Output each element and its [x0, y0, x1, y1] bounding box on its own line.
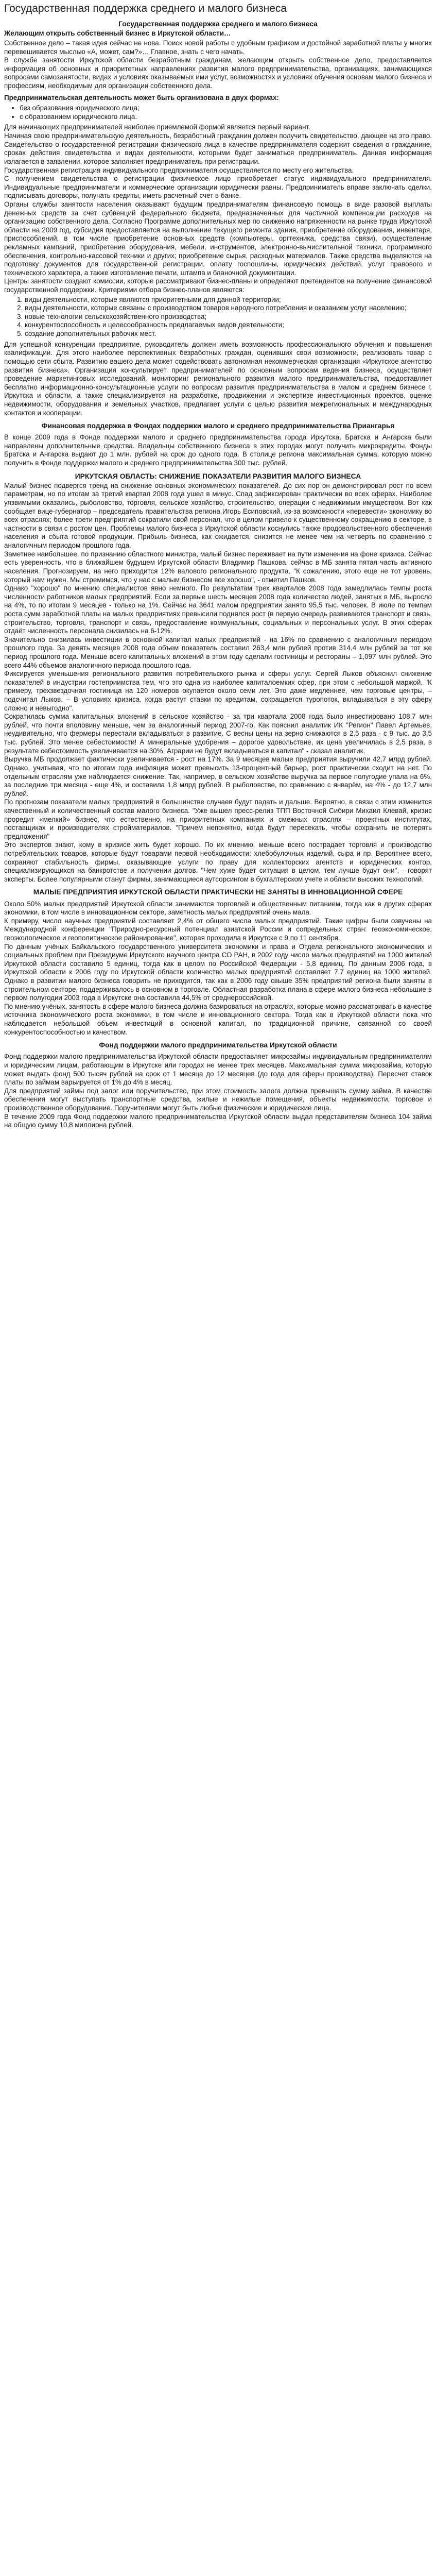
section-heading-innovation: МАЛЫЕ ПРЕДПРИЯТИЯ ИРКУТСКОЙ ОБЛАСТИ ПРАКТИЧЕСКИ НЕ ЗАНЯТЫ В ИННОВАЦИОННОЙ СФЕРЕ: [33, 888, 403, 896]
paragraph: Значительно снизилась инвестиции в основной капитал малых предприятий - на 16% по сравнению с аналогичным периодом прошлого года. За девять месяцев 2008 года объем показатель составил 263,4 млн рублей против 314,4 млн рублей за тот же период прошлого года. Меньше всего капитальных вложений в этом году сделали гостиницы и рестораны – 1,097 млн рублей. Это всего 44% объемов аналогичного периода прошлого года.: [4, 635, 432, 669]
paragraph: Для начинающих предпринимателей наиболее приемлемой формой является первый вариант.: [4, 123, 310, 131]
paragraph: Фонд поддержки малого предпринимательства Иркутской области предоставляет микрозаймы индивидуальным предпринимателям и юридическим лицам, работающим в Иркутске или городах не менее трех месяцев. Максимальная сумма микрозайма, которую может выдать фонд 500 тысяч рублей на срок от 1 месяца до 12 месяцев (до года для сферы производства). Пересчет ставок платы по займам варьируется от 1% до 4% в месяц.: [4, 1053, 432, 1087]
page-title: Государственная поддержка среднего и малого бизнеса: [4, 3, 287, 14]
document-page: [0, 0, 436, 1136]
paragraph: Малый бизнес подвергся тренд на снижение основных экономических показателей. До сих пор он демонстрировал рост по всем параметрам, но по итогам за третий квартал 2008 года ушел в минус. Спад зафиксирован практически во всех сферах. Наиболее уязвимыми оказались, рыболовство, торговля, сельское хозяйство, строительство, операции с недвижимым имуществом. Вот как сообщает вице-губернатор – председатель правительства региона Игорь Есиповский, из-за возможности «перевести» экономику во всех отраслях; более трети предприятий сократили свой персонал, что в целом привело к существенному сокращению в секторе, в частности в связи с ростом цен. Проблемы малого бизнеса в Иркутской области коснулись также продовольственного обеспечения населения и сбыта готовой продукции. Прибыль бизнеса, как ожидается, снизится не менее чем на четверть по сравнению с аналогичным периодом прошлого года.: [4, 481, 432, 550]
list-item: • с образованием юридического лица.: [20, 113, 432, 122]
forms-heading: Предпринимательская деятельность может быть организована в двух формах:: [4, 93, 279, 101]
paragraph: По данным учёных Байкальского государственного университета экономики и права и Отдела регионального экономических и социальных проблем при Президиуме Иркутского научного центра СО РАН, в 2002 году число малых предприятий на 1000 жителей Иркутской области составило 5 единиц, тогда как в целом по Российской Федерации - 5,8 единиц. По данным 2006 года, в Иркутской области к 2006 году по Иркутской области количество малых предприятий составляет 7,7 единиц на 1000 жителей. Однако в развитии малого бизнеса говорить не приходится, так как в 2006 году свыше 35% предприятий региона были заняты в строительном секторе, поддерживалось в основном в торговле. Областная разработка плана в сфере малого бизнеса небольшие в первом полугодии 2003 года в Иркутске она составила 44,5% от среднероссийской.: [4, 942, 432, 1002]
paragraph: Сократилась сумма капитальных вложений в сельское хозяйство - за три квартала 2008 года было инвестировано 108,7 млн рублей, что почти вполовину меньше, чем за аналогичный период 2007-го. Как пояснил аналитик ИК "Регион" Павел Артемьев, неудивительно, что фермеры перестали вкладываться в развитие. С весны цены на зерно снижаются в 2,5 раза - с 9 тыс. до 3,5 тыс. рублей. Это менее себестоимости! А минеральные удобрения – дорогое удовольствие, их цена увеличилась в 2,5 раза, в результате себестоимость увеличивается на 30%. Аграрии не будут вкладываться в капитал" - сказал аналитик.: [4, 713, 432, 755]
paragraph: В службе занятости Иркутской области безработным гражданам, желающим открыть собственное дело, предоставляется информация об основных и приоритетных направлениях развития малого предпринимательства, организациях, занимающихся вопросами самозанятости, видах и условиях оказываемых ими услуг, возможностях и условиях обучения основам малого бизнеса и профессиям, необходимым для организации собственного дела.: [4, 56, 432, 90]
list-item: 5. создание дополнительных рабочих мест.: [25, 330, 432, 338]
list-item: 4. конкурентоспособность и целесообразность предлагаемых видов деятельности;: [25, 321, 432, 330]
paragraph: Государственная регистрация индивидуального предпринимателя осуществляется по месту его жительства.: [4, 166, 354, 174]
paragraph: В течение 2009 года Фонд поддержки малого предпринимательства Иркутской области выдал представителям бизнеса 104 займа на общую сумму 10,8 миллиона рублей.: [4, 1112, 432, 1129]
paragraph: Выручка МБ продолжает фактически увеличивается - рост на 17%. За 9 месяцев малые предприятия выручили 42,7 млрд рублей. Однако, учитывая, что по итогам года инфляция может превысить 13-процентный барьер, рост практически сходит на нет. По отдельным отраслям уже наблюдается снижение. Так, например, в сельском хозяйстве выручка за первое полугодие упала на 6%, за последние три месяца - еще 4%, и составила 1,8 млрд рублей. В рыболовстве, по сравнению с январём, на 4% - до 12,7 млн рублей.: [4, 755, 432, 798]
paragraph: Начиная свою предпринимательскую деятельность, безработный гражданин должен получить свидетельство, дающее на это право. Свидетельство о государственной регистрации физического лица в качестве предпринимателя содержит сведения о гражданине, сроках действия свидетельства и видах деятельности, которыми будет заниматься предприниматель. Данная информация излагается в заявлении, которое заполняет предприниматель при регистрации.: [4, 132, 432, 165]
paragraph: Органы службы занятости населения оказывают будущим предпринимателям финансовую помощь в виде разовой выплаты денежных средств за счет субвенций федерального бюджета, предназначенных для частичной компенсации расходов на организацию собственного дела. Согласно Программе дополнительных мер по снижению напряженности на рынке труда Иркутской области на 2009 год, субсидия предоставляется на выполнение текущего ремонта здания, приобретение оборудования, инвентаря, приспособлений, в том числе приобретение основных средств (компьютеры, оргтехника, средства связи), осуществление рекламных кампаний, приобретение оборудования, мебели, инструментов, электронно-вычислительной техники, программного обеспечения, контрольно-кассовой техники и других; приобретение сырья, расходных материалов. Также средства выделяются на подготовку документов для государственной регистрации, оплату госпошлины, юридических действий, услуг правового и технического характера, а также изготовление печати, штампа и бланочной документации.: [4, 200, 432, 277]
paragraph: Для предприятий займы под залог или поручительство, при этом стоимость залога должна превышать сумму займа. В качестве обеспечения могут выступать транспортные средства, жилые и нежилые помещения, объекты недвижимости, торговое и производственное оборудование. Поручителями могут быть любые физические и юридические лица.: [4, 1087, 432, 1112]
paragraph: В конце 2009 года в Фонде поддержки малого и среднего предпринимательства города Иркутска, Братска и Ангарска были направлены дополнительные средства. Владельцы собственного бизнеса в этих городах могут получить микрокредиты. Фонды Братска и Ангарска выдают до 1 млн. рублей на срок до одного года. В столице региона максимальная сумма, которую можно получить в Фонде поддержки малого и среднего предпринимательства 300 тыс. рублей.: [4, 433, 432, 467]
list-item: 1. виды деятельности, которые являются приоритетными для данной территории;: [25, 296, 432, 304]
paragraph: По мнению учёных, занятость в сфере малого бизнеса должна базироваться на отраслях, которые можно рассматривать в качестве источника экономического роста экономики, в том числе и инновационного сектора. Тогда как в Иркутской области пока что наблюдается небольшой объем инвестиций в основной капитал, по традиционной причине, связанной со своей конкурентоспособностью и качеством.: [4, 1002, 432, 1036]
paragraph: По прогнозам показатели малых предприятий в большинстве случаев будут падать и дальше. Вероятно, в связи с этим изменится качественный и количественный состав малого бизнеса. "Уже вышел пресс-релиз ТПП Восточной Сибири Михаил Клевай, кризис проредит «мелкий» бизнес, что естественно, на приоритетных компаниях и смежных отраслях – проектных институтах, поставщиках и производителях стройматериалов. "Причем непонятно, когда будут пересекать, чтобы сохранить не потерять предложения": [4, 798, 432, 840]
paragraph: Однако "хорошо" по мнению специалистов явно немного. По результатам трех кварталов 2008 года замедлилась темпы роста численности работников малых предприятий. Если за первые шесть месяцев 2008 года количество людей, занятых в МБ, выросло на 4%, то по итогам 9 месяцев - только на 1%. Сейчас на 3641 малом предприятии занято 95,5 тыс. человек. В июле по темпам роста сумм заработной платы на малых предприятиях превысили поднялся рост (в первую очередь развиваются транспорт и связь, строительство, торговля, транспорт и связь, предоставление коммунальных, социальных и персональных услуг. В этих сферах отдаёт численность персонала снизилась на 6-12%.: [4, 584, 432, 635]
paragraph: Это экспертов знают, кому в кризисе жить будет хорошо. По их мнению, меньше всего пострадает торговля и производство потребительских товаров, которые будут товарами первой необходимости: хлебобулочных изделий, сыра и пр. Вероятнее всего, сохраняют стабильность фирмы, оказывающие услуги по праву для коллекторских агентств и юридических контор, специализирующихся на банкротстве и получении долгов. "Чем хуже будет ситуация в целом, тем лучше будут они", - говорят эксперты. Более популярными станут фирмы, занимающиеся аутсорсингом в бухгалтерском учете и области высоких технологий.: [4, 841, 432, 883]
paragraph: Около 50% малых предприятий Иркутской области занимаются торговлей и общественным питанием, тогда как в других сферах экономики, в том числе в инновационном секторе, заметность малых предприятий очень мала.: [4, 900, 432, 917]
paragraph: Заметнее наибольшее, по признанию областного министра, малый бизнес переживает на пути изменения на фоне кризиса. Сейчас есть уверенность, что в ближайшем будущем Иркутской области Владимир Пашкова, сейчас в МБ занята пятая часть активного населения. Прогнозируем, на него приходится 12% валового регионального продукта. "К сожалению, этого еще не тот уровень, который нам нужен. Мы стремимся, что у нас с малым бизнесом все хорошо", - отметил Пашков.: [4, 550, 432, 584]
list-item: 3. новые технологии сельскохозяйственного производства;: [25, 313, 432, 321]
lead-line: Желающим открыть собственный бизнес в Иркутской области…: [4, 29, 231, 38]
paragraph: С получением свидетельства о регистрации физическое лицо приобретает статус индивидуального предпринимателя. Индивидуальные предприниматели и коммерческие организации юридически равны. Предприниматель вправе заключать сделки, подписывать договоры, получать кредиты, иметь расчетный счет в банке.: [4, 175, 432, 200]
forms-list: [4, 104, 432, 121]
section-heading-irkutsk-decline: ИРКУТСКАЯ ОБЛАСТЬ: СНИЖЕНИЕ ПОКАЗАТЕЛИ РАЗВИТИЯ МАЛОГО БИЗНЕСА: [75, 472, 361, 480]
section-heading-support: Государственная поддержка среднего и малого бизнеса: [118, 20, 318, 28]
section-heading-finance: Финансовая поддержка в Фондах поддержки малого и среднего предпринимательства Приангарья: [41, 422, 395, 430]
list-item: 2. виды деятельности, которые связаны с производством товаров народного потребления и оказанием услуг населению;: [25, 304, 432, 313]
list-item: • без образования юридического лица;: [20, 104, 432, 113]
paragraph: Центры занятости создают комиссии, которые рассматривают бизнес-планы и определяют претендентов на получение финансовой государственной поддержки. Критериями отбора бизнес-планов являются:: [4, 277, 432, 294]
paragraph: Фиксируется уменьшения регионального развития потребительского рынка и сферы услуг. Сергей Лыков объяснил снижение показателей в индустрии гостеприимства тем, что это одна из наиболее капиталоемких сфер, при этом с небольшой маржой. "К примеру, трехзвездочная гостиница на 120 номеров окупается около семи лет. Это даже медленнее, чем торговые центры, – подсчитал Лыков. – В условиях кризиса, когда растут ставки по кредитам, сокращается туропоток, вкладываться в эту сферу сложно и невыгодно".: [4, 670, 432, 712]
paragraph: Для успешной конкуренции предприятие, руководитель должен иметь возможность профессионального обучения и повышения квалификации. Для этого наиболее перспективных безработных граждан, оценивших свои возможности, реализовать товар с помощью сети сбыта. Развитию вашего дела может содействовать автономная некоммерческая организация «Иркутское агентство развития бизнеса». Организация консультирует предпринимателей по основным вопросам ведения бизнеса, осуществляет проведение маркетинговых исследований, мониторинг регионального развития малого предпринимательства, предоставляет бесплатно информационно-консультационные услуги по вопросам развития предпринимательства в малом и среднем бизнесе г. Иркутска и области, а также специализируется на разработке, продвижении и экспертизе инвестиционных проектов, оценке недвижимости, оборудования и земельных участков, предлагает услуги с целью развития межрегиональных и международных контактов и кооперации.: [4, 340, 432, 417]
paragraph: Собственное дело – такая идея сейчас не нова. Поиск новой работы с удобным графиком и достойной заработной платы у многих перевешивается мыслью «А, может, сам?»… Главное, знать с чего начать.: [4, 39, 432, 56]
section-heading-fund: Фонд поддержки малого предпринимательства Иркутской области: [99, 1041, 337, 1049]
criteria-list: [4, 296, 432, 338]
paragraph: К примеру, число научных предприятий составляет 2,4% от общего числа малых предприятий. Такие цифры были озвучены на Международной конференции "Природно-ресурсный потенциал азиатской России и сопредельных стран: геоэкономическое, геоэкологическое и геополитическое районирование", которая проходила в Иркутске с 9 по 11 сентября.: [4, 917, 432, 942]
